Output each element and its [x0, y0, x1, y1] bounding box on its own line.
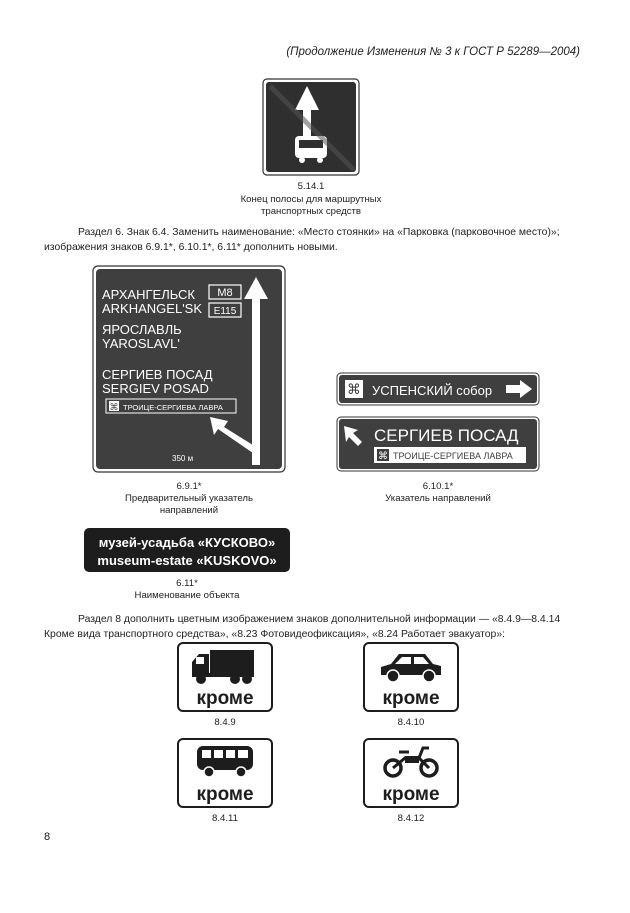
destination-text: СЕРГИЕВ ПОСАД	[102, 367, 213, 382]
destination-text: ЯРОСЛАВЛЬ	[102, 322, 182, 337]
object-name: музей-усадьба «КУСКОВО»	[98, 535, 276, 550]
attraction-icon: ⌘	[109, 402, 119, 412]
plate-number: 8.4.12	[397, 813, 425, 824]
destination-text: АРХАНГЕЛЬСК	[102, 287, 195, 302]
sign-caption: Указатель направлений	[385, 493, 491, 504]
plate-number: 8.4.9	[214, 717, 236, 728]
sign-caption: Предварительный указатель	[125, 493, 253, 504]
plate-8-4-11	[177, 738, 273, 808]
sign-6-10-1-lower	[336, 416, 540, 472]
sign-caption: направлений	[159, 505, 219, 516]
route-number: E115	[213, 306, 237, 317]
sign-6-10-1-upper	[336, 372, 540, 406]
attraction-icon: ⌘	[347, 381, 361, 397]
document-header: (Продолжение Изменения № 3 к ГОСТ Р 52289—2004)	[286, 46, 580, 58]
destination-text: SERGIEV POSAD	[102, 381, 209, 396]
section-6-paragraph	[44, 225, 594, 255]
plate-8-4-10	[363, 642, 459, 712]
sign-5-14-1	[262, 78, 360, 176]
sign-number: 6.9.1*	[176, 481, 202, 492]
plate-word: кроме	[196, 688, 254, 709]
sign-number: 6.11*	[176, 578, 198, 589]
plate-word: кроме	[382, 688, 440, 709]
attraction-text: ТРОИЦЕ-СЕРГИЕВА ЛАВРА	[393, 451, 513, 461]
page-number: 8	[44, 831, 51, 843]
plate-8-4-12	[363, 738, 459, 808]
plate-number: 8.4.11	[212, 813, 238, 824]
paragraph-line: Раздел 6. Знак 6.4. Заменить наименование: «Место стоянки» на «Парковка (парковочное место)»;	[78, 227, 560, 238]
attraction-text: ТРОИЦЕ-СЕРГИЕВА ЛАВРА	[123, 403, 223, 412]
sign-caption: Наименование объекта	[134, 590, 240, 601]
paragraph-line: Кроме вида транспортного средства», «8.23 Фотовидеофиксация», «8.24 Работает эвакуатор»:	[44, 629, 505, 640]
sign-caption: транспортных средств	[260, 206, 361, 217]
object-name: museum-estate «KUSKOVO»	[97, 553, 277, 568]
distance-text: 350 м	[172, 454, 194, 463]
destination-text: ARKHANGEL'SK	[102, 301, 203, 316]
sign-number: 5.14.1	[297, 181, 325, 192]
plate-8-4-9	[177, 642, 273, 712]
sign-caption: Конец полосы для маршрутных	[240, 194, 382, 205]
attraction-icon: ⌘	[378, 451, 388, 462]
direction-text: УСПЕНСКИЙ собор	[372, 383, 493, 398]
plate-word: кроме	[382, 784, 440, 805]
route-number: М8	[217, 287, 233, 299]
sign-6-9-1	[92, 265, 286, 473]
sign-number: 6.10.1*	[422, 481, 454, 492]
destination-text: YAROSLAVL'	[102, 336, 180, 351]
paragraph-line: Раздел 8 дополнить цветным изображением знаков дополнительной информации — «8.4.9—8.4.14	[78, 614, 561, 625]
plate-number: 8.4.10	[397, 717, 425, 728]
paragraph-line: изображения знаков 6.9.1*, 6.10.1*, 6.11* дополнить новыми.	[44, 242, 338, 253]
section-8-paragraph	[44, 612, 604, 642]
sign-6-11	[84, 528, 290, 572]
direction-text: СЕРГИЕВ ПОСАД	[374, 426, 519, 445]
plate-word: кроме	[196, 784, 254, 805]
